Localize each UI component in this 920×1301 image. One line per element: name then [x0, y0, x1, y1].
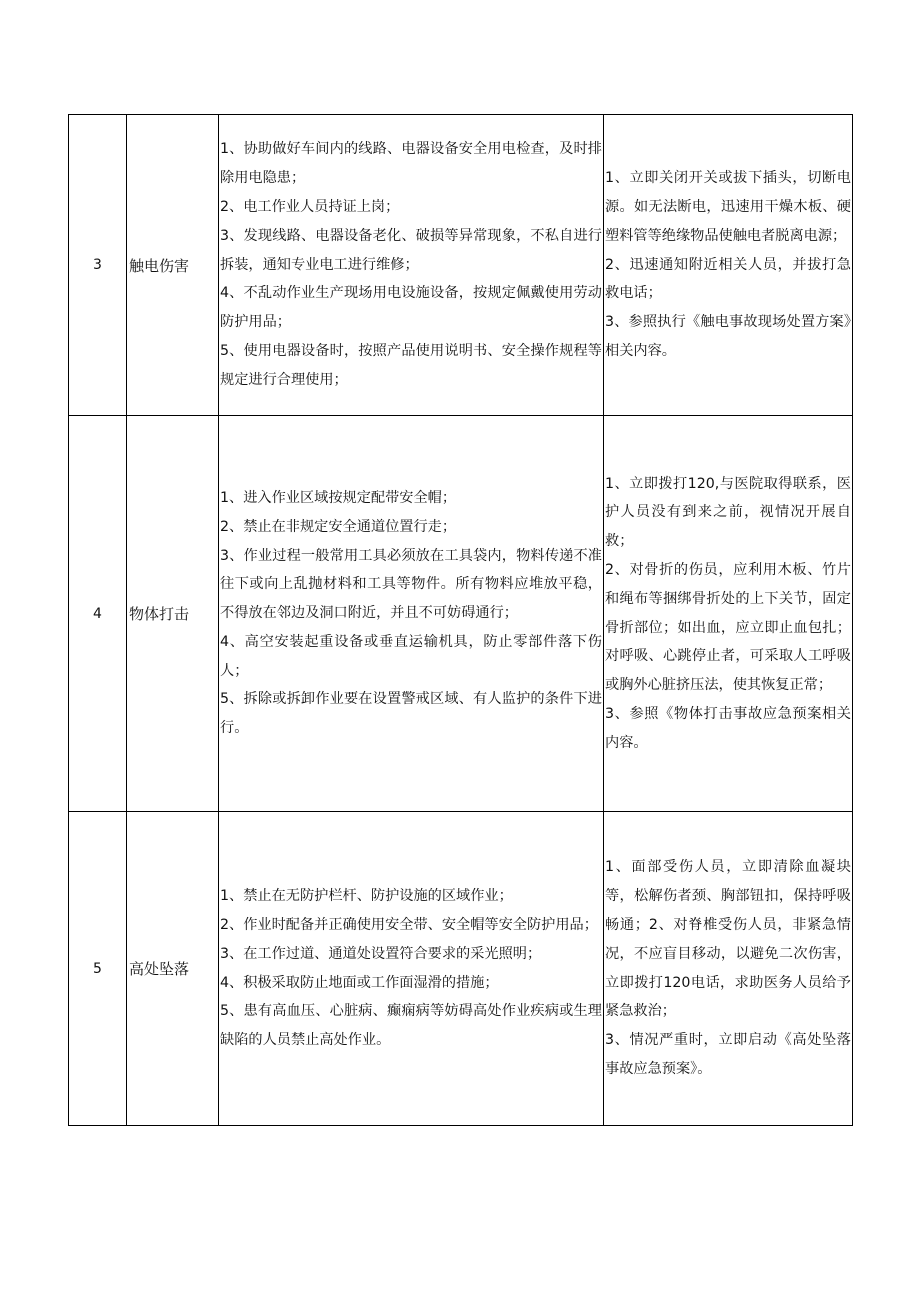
response-item: 3、参照执行《触电事故现场处置方案》相关内容。	[605, 314, 851, 359]
hazard-name: 高处坠落	[127, 812, 219, 1126]
measure-item: 2、电工作业人员持证上岗；	[220, 199, 400, 215]
measure-item: 5、患有高血压、心脏病、癫痫病等妨碍高处作业疾病或生理缺陷的人员禁止高处作业。	[220, 1003, 602, 1049]
preventive-measures-cell	[219, 416, 604, 812]
emergency-response-cell	[604, 812, 853, 1126]
response-item: 2、迅速通知附近相关人员，并拔打急救电话；	[605, 256, 851, 302]
emergency-response-cell	[604, 416, 853, 812]
response-item: 1、立即关闭开关或拔下插头，切断电源。如无法断电，迅速用干燥木板、硬塑料管等绝缘物品使触电者脱离电源；	[605, 170, 851, 244]
preventive-measures-cell	[219, 812, 604, 1126]
measure-item: 3、作业过程一般常用工具必须放在工具袋内，物料传递不准往下或向上乱抛材料和工具等物件。所有物料应堆放平稳，不得放在邻边及洞口附近，并且不可妨碍通行；	[220, 547, 602, 622]
response-item: 1、立即拨打120,与医院取得联系，医护人员没有到来之前，视情况开展自救；	[605, 475, 851, 550]
response-item: 2、对骨折的伤员，应利用木板、竹片和绳布等捆绑骨折处的上下关节，固定骨折部位；如出血，应立即止血包扎；对呼吸、心跳停止者，可采取人工呼吸或胸外心脏挤压法，使其恢复正常；	[605, 561, 851, 694]
measure-item: 1、进入作业区域按规定配带安全帽；	[220, 489, 457, 506]
measure-item: 3、发现线路、电器设备老化、破损等异常现象，不私自进行拆装，通知专业电工进行维修；	[220, 227, 602, 273]
table-row	[69, 416, 853, 812]
measure-item: 2、作业时配备并正确使用安全带、安全帽等安全防护用品；	[220, 916, 598, 933]
preventive-measures-cell	[219, 115, 604, 416]
measure-item: 1、禁止在无防护栏杆、防护设施的区域作业；	[220, 888, 513, 905]
row-number: 3	[69, 115, 127, 416]
row-number: 5	[69, 812, 127, 1126]
hazard-table	[68, 114, 853, 1126]
response-item: 3、情况严重时，立即启动《高处坠落事故应急预案》。	[605, 1032, 851, 1077]
table-row	[69, 812, 853, 1126]
hazard-name: 物体打击	[127, 416, 219, 812]
measure-item: 1、协助做好车间内的线路、电器设备安全用电检查，及时排除用电隐患；	[220, 141, 602, 187]
measure-item: 5、使用电器设备时，按照产品使用说明书、安全操作规程等规定进行合理使用；	[220, 342, 602, 388]
measure-item: 3、在工作过道、通道处设置符合要求的采光照明；	[220, 945, 542, 962]
measure-item: 5、拆除或拆卸作业要在设置警戒区域、有人监护的条件下进行。	[220, 691, 602, 737]
table-row	[69, 115, 853, 416]
hazard-name: 触电伤害	[127, 115, 219, 416]
response-item: 1、面部受伤人员，立即清除血凝块等，松解伤者颈、胸部钮扣，保持呼吸畅通；2、对脊椎受伤人员，非紧急情况，不应盲目移动，以避免二次伤害，立即拨打120电话，求助医务人员给予紧急救治；	[605, 859, 851, 1020]
measure-item: 4、高空安装起重设备或垂直运输机具，防止零部件落下伤人；	[220, 633, 602, 679]
measure-item: 2、禁止在非规定安全通道位置行走；	[220, 518, 457, 535]
row-number: 4	[69, 416, 127, 812]
response-item: 3、参照《物体打击事故应急预案相关内容。	[605, 705, 851, 751]
emergency-response-cell	[604, 115, 853, 416]
measure-item: 4、积极采取防止地面或工作面湿滑的措施；	[220, 974, 499, 991]
measure-item: 4、不乱动作业生产现场用电设施设备，按规定佩戴使用劳动防护用品；	[220, 285, 602, 331]
